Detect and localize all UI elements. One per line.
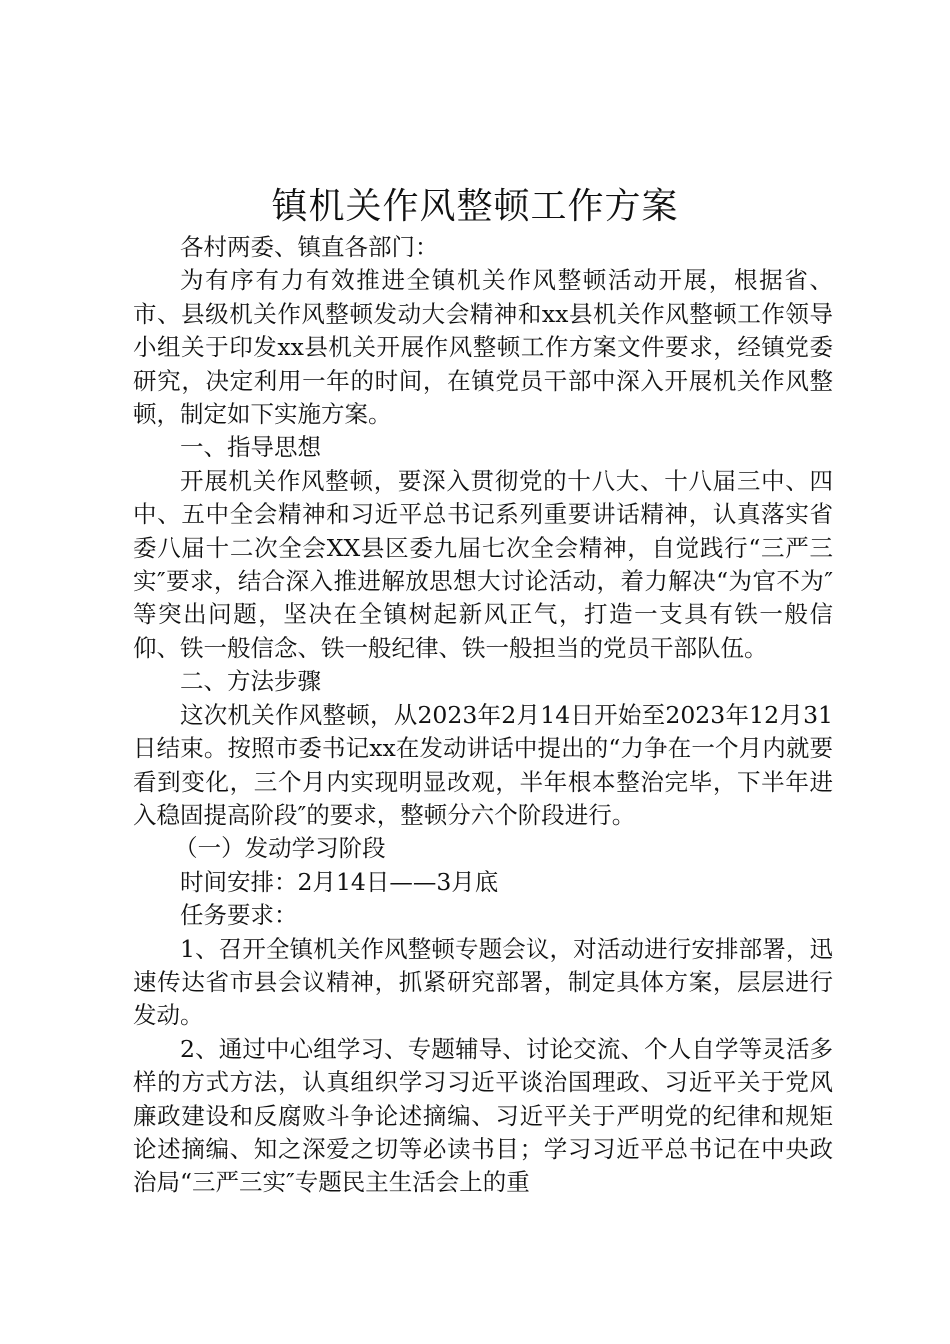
section-heading-guiding-thought: 一、指导思想 (180, 433, 321, 462)
phase-heading-mobilization: （一）发动学习阶段 (174, 834, 386, 863)
section-heading-method-steps: 二、方法步骤 (180, 667, 321, 696)
method-steps-paragraph: 这次机关作风整顿，从2023年2月14日开始至2023年12月31日结束。按照市委书记xx在发动讲话中提出的“力争在一个月内就要看到变化，三个月内实现明显改观，半年根本整治完毕，下半年进入稳固提高阶段″的要求，整顿分六个阶段进行。 (133, 700, 833, 829)
schedule-line: 时间安排：2月14日——3月底 (180, 867, 499, 896)
intro-paragraph: 为有序有力有效推进全镇机关作风整顿活动开展，根据省、市、县级机关作风整顿发动大会精神和xx县机关作风整顿工作领导小组关于印发xx县机关开展作风整顿工作方案文件要求，经镇党委研究，决定利用一年的时间，在镇党员干部中深入开展机关作风整顿，制定如下实施方案。 (133, 266, 833, 429)
document-body (133, 231, 833, 1200)
document-title: 镇机关作风整顿工作方案 (271, 186, 679, 227)
salutation: 各村两委、镇直各部门： (180, 233, 439, 261)
task-item-2: 2、通过中心组学习、专题辅导、讨论交流、个人自学等灵活多样的方式方法，认真组织学习习近平谈治国理政、习近平关于党风廉政建设和反腐败斗争论述摘编、习近平关于严明党的纪律和规矩论述摘编、知之深爱之切等必读书目；学习习近平总书记在中央政治局“三严三实″专题民主生活会上的重 (133, 1034, 833, 1197)
task-requirements-label: 任务要求： (180, 901, 298, 930)
task-item-1: 1、召开全镇机关作风整顿专题会议，对活动进行安排部署，迅速传达省市县会议精神，抓紧研究部署，制定具体方案，层层进行发动。 (133, 934, 833, 1030)
guiding-thought-paragraph: 开展机关作风整顿，要深入贯彻党的十八大、十八届三中、四中、五中全会精神和习近平总书记系列重要讲话精神，认真落实省委八届十二次全会XX县区委九届七次全会精神，自觉践行“三严三实″要求，结合深入推进解放思想大讨论活动，着力解决“为官不为″等突出问题，坚决在全镇树起新风正气，打造一支具有铁一般信仰、铁一般信念、铁一般纪律、铁一般担当的党员干部队伍。 (133, 466, 833, 662)
